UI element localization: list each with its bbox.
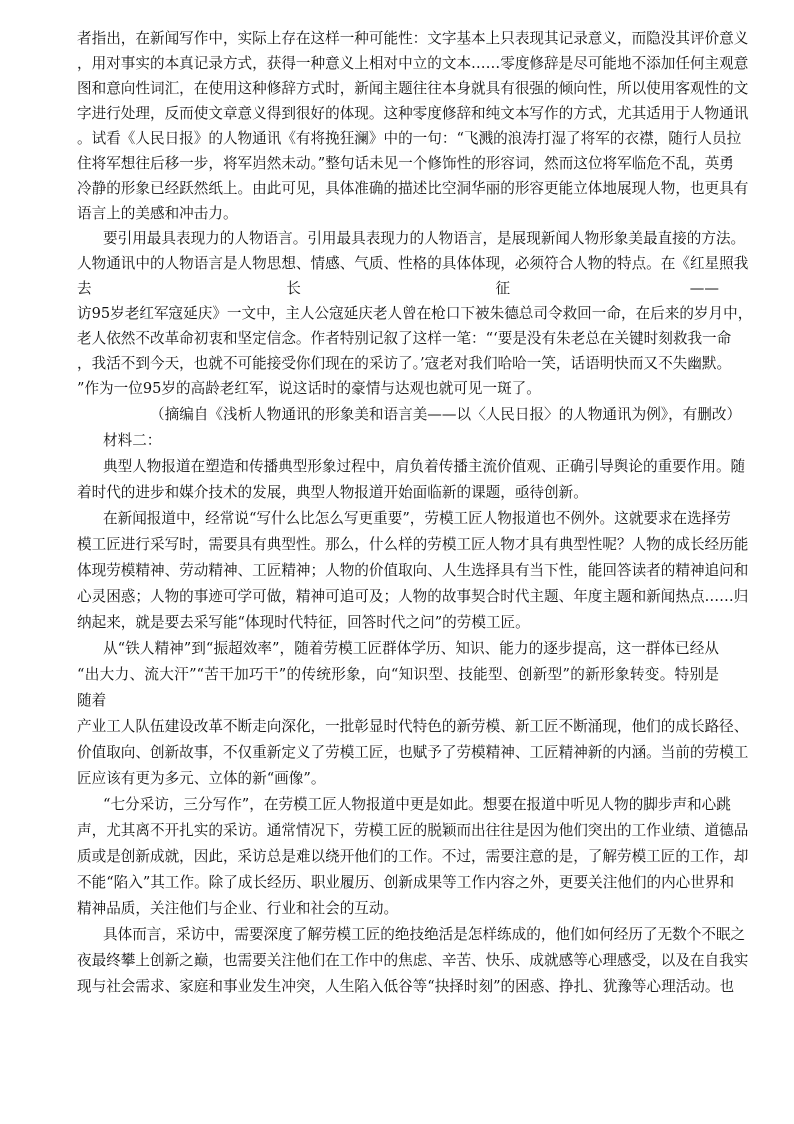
- text-line: 夜最终攀上创新之巅，也需要关注他们在工作中的焦虑、辛苦、快乐、成就感等心理感受，以及在自我实: [77, 952, 749, 969]
- text-line: 冷静的形象已经跃然纸上。由此可见，具体准确的描述比空洞华丽的形容更能立体地展现人物，也更具有: [77, 180, 749, 197]
- paragraph-start: 在新闻报道中，经常说“写什么比怎么写更重要”，劳模工匠人物报道也不例外。这就要求在选择劳: [103, 510, 731, 527]
- text-line: ，我活不到今天，也就不可能接受你们现在的采访了。’寇老对我们哈哈一笑，话语明快而又不失幽默。: [77, 355, 732, 372]
- text-line: 纳起来，就是要去采写能“体现时代特征，回答时代之问”的劳模工匠。: [77, 614, 530, 631]
- text-line: 者指出，在新闻写作中，实际上存在这样一种可能性：文字基本上只表现其记录意义，而隐没其评价意义: [77, 30, 749, 47]
- text-line: 。试看《人民日报》的人物通讯《有将挽狂澜》中的一句：“飞溅的浪涛打湿了将军的衣襟，随行人员拉: [77, 130, 742, 147]
- paragraph-start: 具体而言，采访中，需要深度了解劳模工匠的绝技绝活是怎样练成的，他们如何经历了无数个不眠之: [103, 926, 746, 943]
- text-line: 产业工人队伍建设改革不断走向深化，一批彰显时代特色的新劳模、新工匠不断涌现，他们的成长路径、: [77, 718, 749, 735]
- paragraph-start: 典型人物报道在塑造和传播典型形象过程中，肩负着传播主流价值观、正确引导舆论的重要作用。随: [103, 458, 746, 475]
- text-line: 语言上的美感和冲击力。: [77, 205, 238, 222]
- paragraph-start: 从“铁人精神”到“振超效率”，随着劳模工匠群体学历、知识、能力的逐步提高，这一群体已经从: [103, 640, 719, 657]
- text-line: ”作为一位95岁的高龄老红军，说这话时的豪情与达观也就可见一斑了。: [77, 380, 541, 397]
- text-line: 声，尤其离不开扎实的采访。通常情况下，劳模工匠的脱颖而出往往是因为他们突出的工作业绩、道德品: [77, 822, 749, 839]
- paragraph-start: 要引用最具表现力的人物语言。引用最具表现力的人物语言，是展现新闻人物形象美最直接的方法。: [103, 230, 746, 247]
- text-line: 人物通讯中的人物语言是人物思想、情感、气质、性格的具体体现，必须符合人物的特点。在《红星照我: [77, 255, 749, 272]
- text-line: 质或是创新成就，因此，采访总是难以绕开他们的工作。不过，需要注意的是，了解劳模工匠的工作，却: [77, 848, 749, 865]
- text-line: 不能“陷入”其工作。除了成长经历、职业履历、创新成果等工作内容之外，更要关注他们的内心世界和: [77, 874, 735, 891]
- text-line: 现与社会需求、家庭和事业发生冲突，人生陷入低谷等“抉择时刻”的困惑、挣扎、犹豫等心理活动。也: [77, 978, 735, 995]
- text-line: 老人依然不改革命初衷和坚定信念。作者特别记叙了这样一笔：“‘要是没有朱老总在关键时刻救我一命: [77, 330, 732, 347]
- text-line: 体现劳模精神、劳动精神、工匠精神；人物的价值取向、人生选择具有当下性，能回答读者的精神追问和: [77, 562, 749, 579]
- text-line: 住将军想往后移一步，将军岿然未动。”整句话未见一个修饰性的形容词，然而这位将军临危不乱，英勇: [77, 155, 734, 172]
- text-line: 模工匠进行采写时，需要具有典型性。那么，什么样的劳模工匠人物才具有典型性呢？人物的成长经历能: [77, 536, 749, 553]
- paragraph-start: “七分采访，三分写作”，在劳模工匠人物报道中更是如此。想要在报道中听见人物的脚步声和心跳: [103, 796, 731, 813]
- text-line: 价值取向、创新故事，不仅重新定义了劳模工匠，也赋予了劳模精神、工匠精神新的内涵。当前的劳模工: [77, 744, 749, 761]
- text-line: 精神品质，关注他们与企业、行业和社会的互动。: [77, 900, 399, 917]
- section-heading: 材料二：: [103, 432, 162, 449]
- text-line: 匠应该有更为多元、立体的新“画像”。: [77, 770, 326, 787]
- text-line: ，用对事实的本真记录方式，获得一种意义上相对中立的文本……零度修辞是尽可能地不添加任何主观意: [77, 55, 749, 72]
- text-line: 字进行处理，反而使文章意义得到很好的体现。这种零度修辞和纯文本写作的方式，尤其适用于人物通讯: [77, 105, 749, 122]
- text-line: 心灵困惑；人物的事迹可学可做，精神可追可及；人物的故事契合时代主题、年度主题和新闻热点……归: [77, 588, 749, 605]
- text-line: 着时代的进步和媒介技术的发展，典型人物报道开始面临新的课题，亟待创新。: [77, 484, 588, 501]
- text-line: 去 长 征 ——: [77, 280, 719, 297]
- source-citation: （摘编自《浅析人物通讯的形象美和语言美——以〈人民日报〉的人物通讯为例》，有删改）: [150, 406, 742, 423]
- text-line: “出大力、流大汗”“苦干加巧干”的传统形象，向“知识型、技能型、创新型”的新形象转变。特别是: [77, 666, 719, 683]
- text-line: 图和意向性词汇，在使用这种修辞方式时，新闻主题往往本身就具有很强的倾向性，所以使用客观性的文: [77, 80, 749, 97]
- text-line: 访95岁老红军寇延庆》一文中，主人公寇延庆老人曾在枪口下被朱德总司令救回一命，在后来的岁月中，: [77, 305, 753, 322]
- text-line: 随着: [77, 692, 107, 709]
